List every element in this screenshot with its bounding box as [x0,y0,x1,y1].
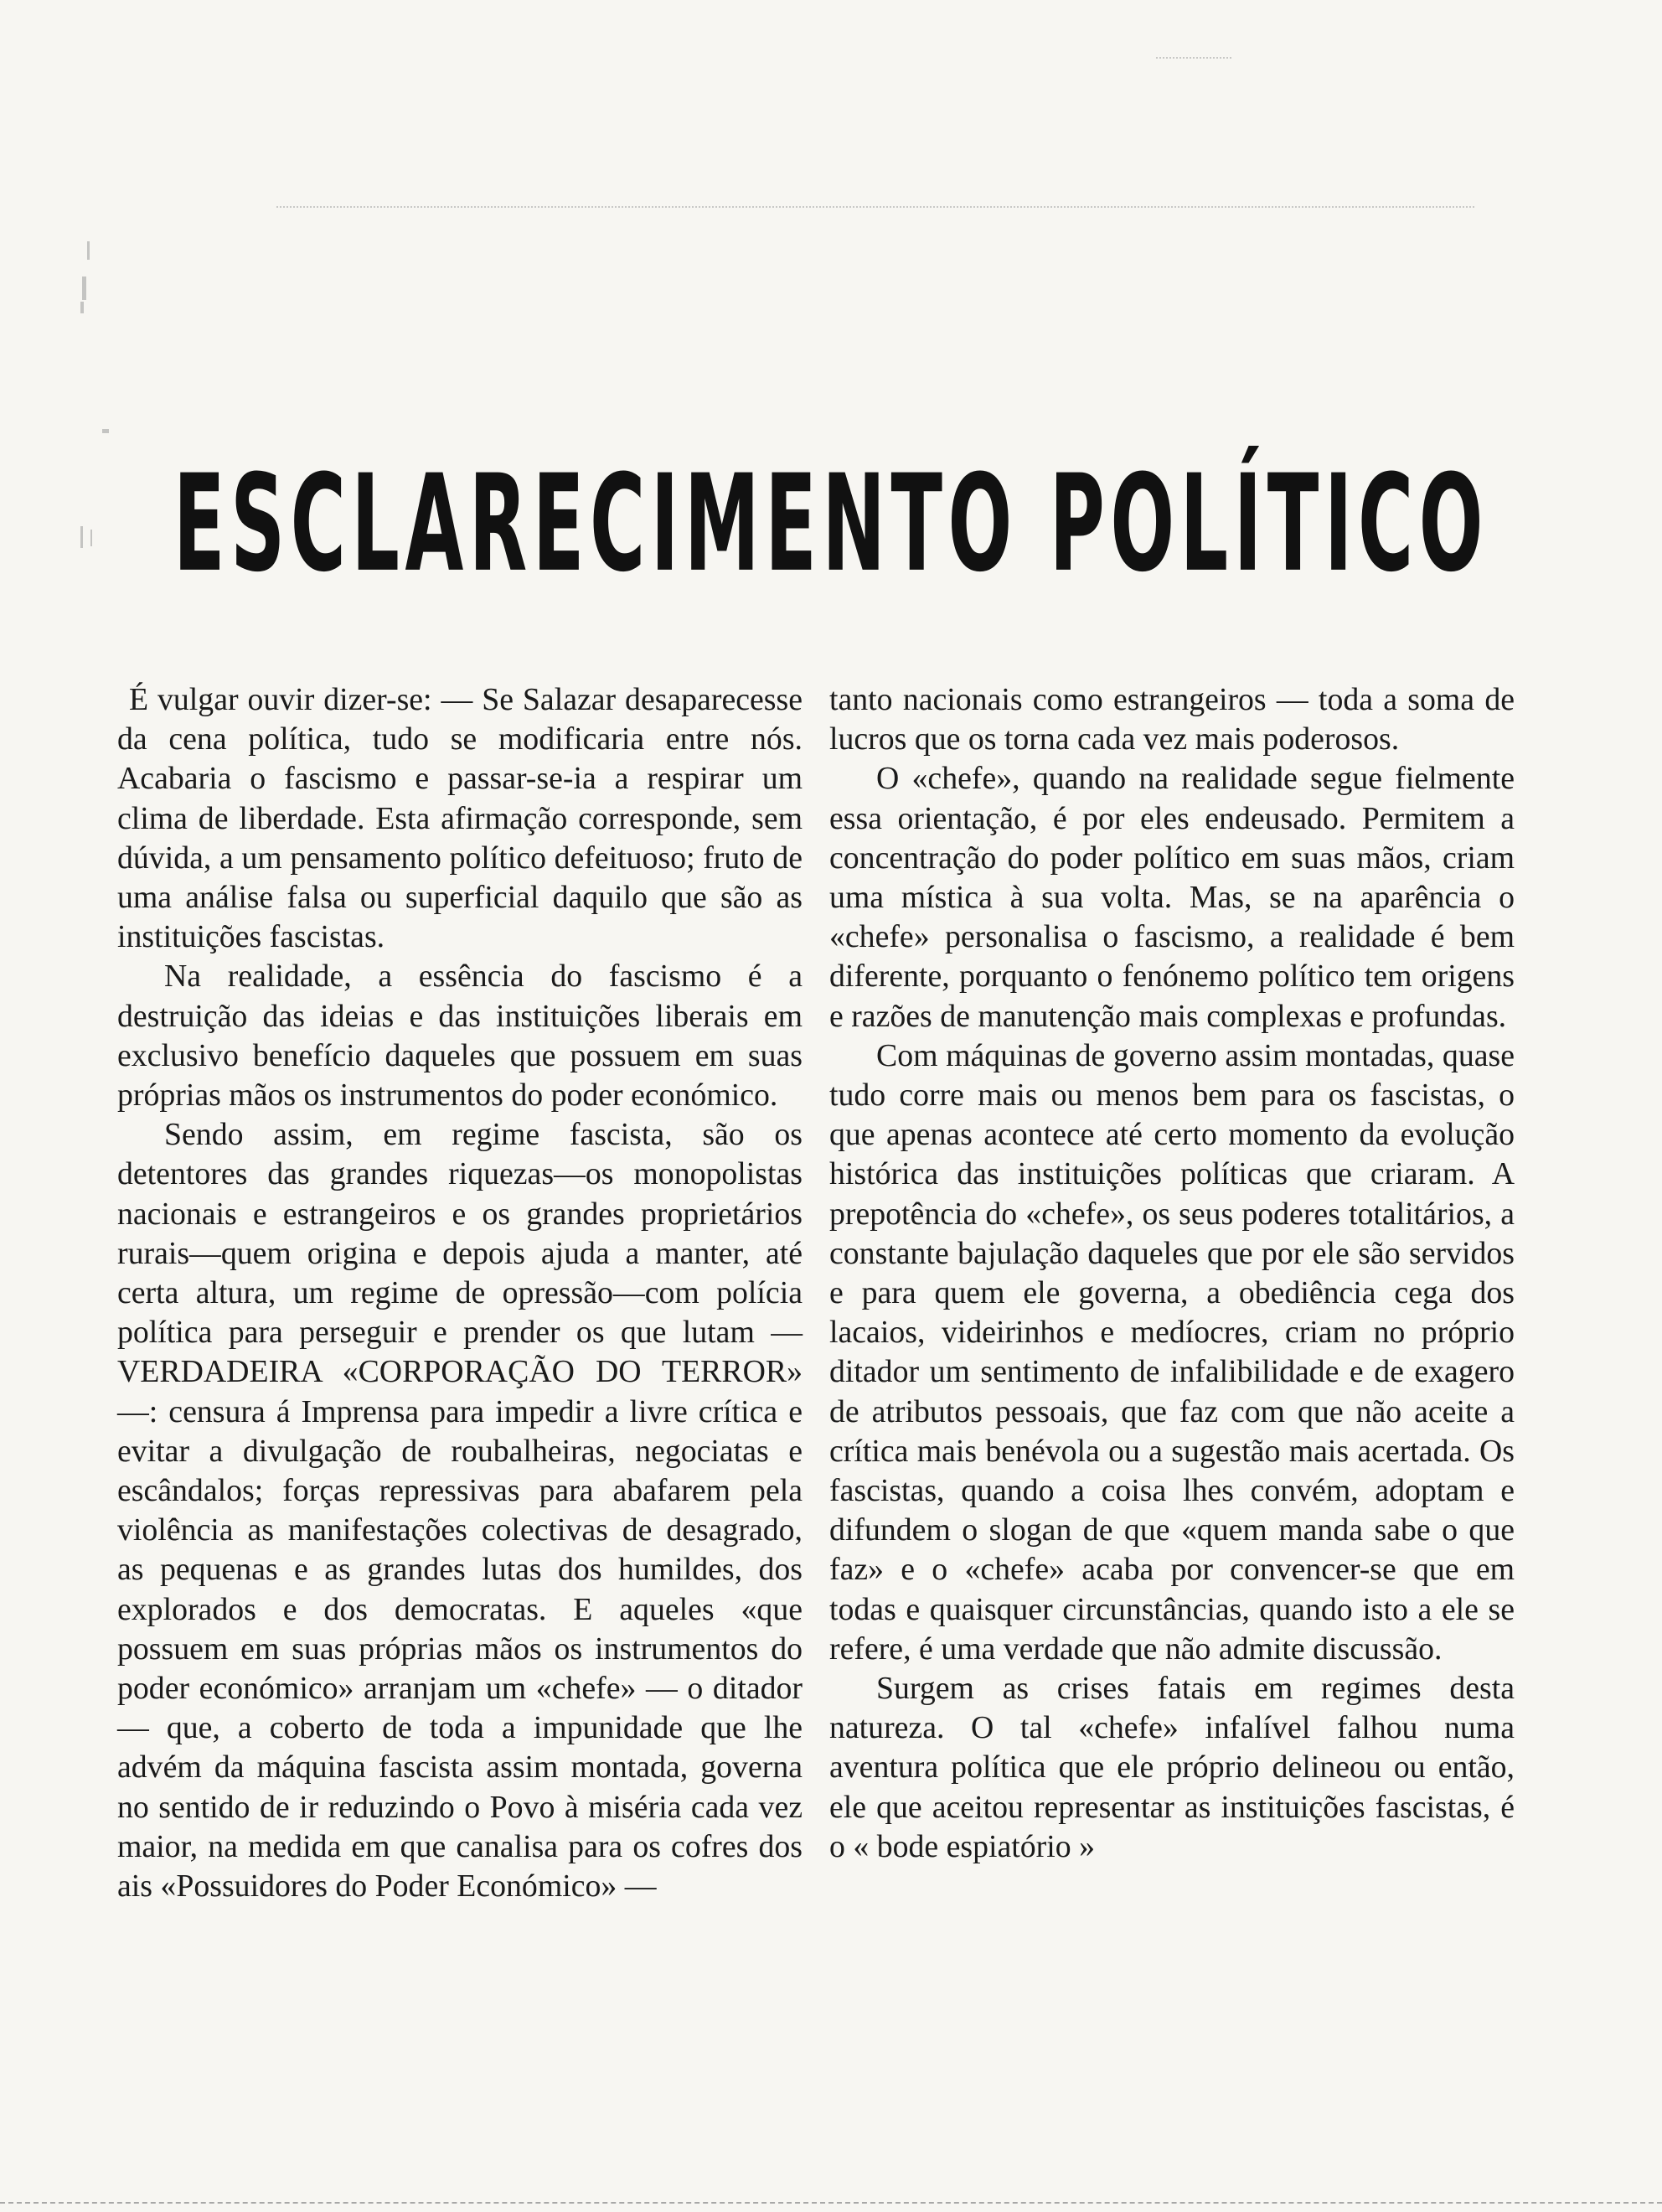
scan-mark [102,429,109,433]
paragraph: Sendo assim, em regime fascista, são os detentores das grandes riquezas—os monopolistas nacionais e estrangeiros e os grandes proprietários rurais—quem origina e depois ajuda a manter, até certa altura, um regime de opressão—com polícia política para perseguir e prender os que lutam — VERDADEIRA «CORPORAÇÃO DO TERROR» —: censura á Imprensa para impedir a livre crítica e evitar a divulgação de roubalheiras, negociatas e escândalos; forças repressivas para abafarem pela violência as manifestações colectivas de desagrado, as pequenas e as grandes lutas dos humildes, dos explorados e dos democratas. E aqueles «que possuem em suas próprias mãos os instrumentos do poder económico» arranjam um «chefe» — o ditador — que, a coberto de toda a impunidade que lhe advém da máquina fascista assim montada, governa no sentido de ir reduzindo o Povo à miséria cada vez maior, na medida em que canalisa para os cofres dos ais «Possuidores do Poder Económico» — [117,1117,803,1904]
paragraph: Na realidade, a essência do fascismo é a destruição das ideias e das instituições liberais em exclusivo benefício daqueles que possuem em suas próprias mãos os instrumentos do poder económico. [117,959,803,1114]
paragraph: Surgem as crises fatais em regimes desta natureza. O tal «chefe» infalível falhou numa aventura política que ele próprio delineou ou então, ele que aceitou representar as instituições fascistas, é o « bode espiatório » [829,1671,1515,1864]
paragraph: tanto nacionais como estrangeiros — toda a soma de lucros que os torna cada vez mais poderosos. [829,682,1515,757]
paragraph: Com máquinas de governo assim montadas, quase tudo corre mais ou menos bem para os fascistas, o que apenas acontece até certo momento da evolução histórica das instituições políticas que criaram. A prepotência do «chefe», os seus poderes totalitários, a constante bajulação daqueles que por ele são servidos e para quem ele governa, a obediência cega dos lacaios, videirinhos e medíocres, criam no próprio ditador um sentimento de infalibilidade e de exagero de atributos pessoais, que faz com que não aceite a crítica mais benévola ou a sugestão mais acertada. Os fascistas, quando a coisa lhes convém, adoptam e difundem o slogan de que «quem manda sabe o que faz» e o «chefe» acaba por convencer-se que em todas e quaisquer circunstâncias, quando isto a ele se refere, é uma verdade que não admite discussão. [829,1037,1515,1667]
scan-mark [90,530,92,546]
paragraph: O «chefe», quando na realidade segue fielmente essa orientação, é por eles endeusado. Permitem a concentração do poder político em suas mãos, criam uma mística à sua volta. Mas, se na aparência o «chefe» personalisa o fascismo, a realidade é bem diferente, porquanto o fenónemo político tem origens e razões de manutenção mais complexas e profundas. [829,761,1515,1034]
scan-mark [82,276,86,300]
paragraph: É vulgar ouvir dizer-se: — Se Salazar desaparecesse da cena política, tudo se modificaria entre nós. Acabaria o fascismo e passar-se-ia a respirar um clima de liberdade. Esta afirmação corresponde, sem dúvida, a um pensamento político defeituoso; fruto de uma análise falsa ou superficial daquilo que são as instituições fascistas. [117,682,803,955]
scan-line [276,206,1474,208]
scan-line [1156,57,1231,59]
text-column-left [117,680,803,2189]
scan-mark [80,302,84,313]
page-edge-rule [0,2202,1662,2204]
text-column-right [829,680,1515,2189]
page-title: ESCLARECIMENTO POLÍTICO [173,445,1489,602]
scan-mark [80,526,83,548]
scan-mark [87,241,90,260]
